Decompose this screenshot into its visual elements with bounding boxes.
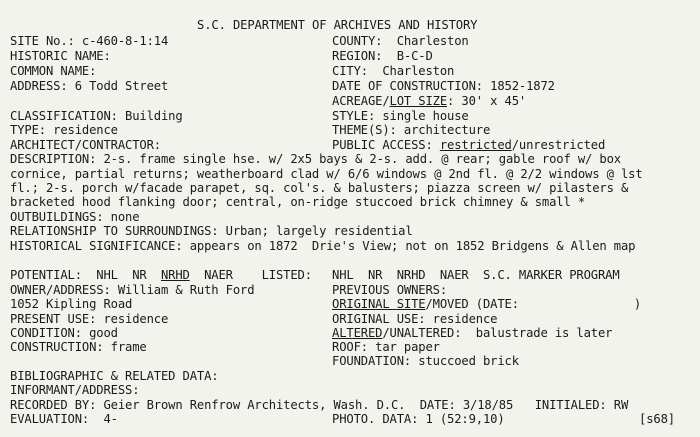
original-use: ORIGINAL USE: residence [332, 312, 498, 326]
moved-date-label: /MOVED (DATE: ) [425, 297, 642, 311]
evaluation: EVALUATION: 4- [10, 412, 118, 426]
reference-code: [s68] [639, 412, 675, 426]
acreage-label: ACREAGE/ [332, 94, 390, 108]
form-header: S.C. DEPARTMENT OF ARCHIVES AND HISTORY [197, 18, 478, 32]
unaltered-note: /UNALTERED: balustrade is later [382, 326, 613, 340]
foundation: FOUNDATION: stuccoed brick [332, 354, 519, 368]
public-access-label: PUBLIC ACCESS: [332, 138, 440, 152]
historical-significance: HISTORICAL SIGNIFICANCE: appears on 1872 Drie's View; not on 1852 Bridgens & Allen map [10, 239, 636, 253]
description-line-2: cornice, partial returns; weatherboard clad w/ 6/6 windows @ 2nd fl. @ 2/2 windows @ lst [10, 167, 643, 181]
type: TYPE: residence [10, 123, 118, 137]
bibliographic-data: BIBLIOGRAPHIC & RELATED DATA: [10, 369, 219, 383]
city: CITY: Charleston [332, 64, 455, 78]
date-of-construction: DATE OF CONSTRUCTION: 1852-1872 [332, 79, 555, 93]
listed-options: NHL NR NRHD NAER S.C. MARKER PROGRAM [332, 268, 620, 282]
original-site-moved [332, 297, 641, 312]
architect-contractor: ARCHITECT/CONTRACTOR: [10, 138, 161, 152]
description-line-3: fl.; 2-s. porch w/facade parapet, sq. col's. & balusters; piazza screen w/ pilasters & [10, 181, 629, 195]
relationship-to-surroundings: RELATIONSHIP TO SURROUNDINGS: Urban; largely residential [10, 224, 413, 238]
style: STYLE: single house [332, 109, 469, 123]
region: REGION: B-C-D [332, 49, 433, 63]
informant-address: INFORMANT/ADDRESS: [10, 383, 140, 397]
construction: CONSTRUCTION: frame [10, 340, 147, 354]
public-access [332, 138, 605, 153]
owner-street: 1052 Kipling Road [10, 297, 133, 311]
owner-address: OWNER/ADDRESS: William & Ruth Ford [10, 283, 255, 297]
roof: ROOF: tar paper [332, 340, 440, 354]
listed-label: NAER LISTED: [189, 268, 312, 282]
county: COUNTY: Charleston [332, 34, 469, 48]
original-site-label: ORIGINAL SITE [332, 297, 426, 311]
themes: THEME(S): architecture [332, 123, 491, 137]
public-access-restricted: restricted [439, 138, 512, 152]
acreage-lot-size [332, 94, 526, 109]
outbuildings: OUTBUILDINGS: none [10, 210, 140, 224]
recorded-by: RECORDED BY: Geier Brown Renfrow Architects, Wash. D.C. DATE: 3/18/85 INITIALED: RW [10, 398, 629, 412]
potential-label: POTENTIAL: NHL NR [10, 268, 161, 282]
common-name: COMMON NAME: [10, 64, 97, 78]
previous-owners: PREVIOUS OWNERS: [332, 283, 447, 297]
potential [10, 268, 312, 283]
description-line-1: DESCRIPTION: 2-s. frame single hse. w/ 2x5 bays & 2-s. add. @ rear; gable roof w/ box [10, 152, 621, 166]
lot-size-value: : 30' x 45' [447, 94, 527, 108]
altered-unaltered [332, 326, 612, 341]
photo-data: PHOTO. DATA: 1 (52:9,10) [332, 412, 505, 426]
site-number: SITE No.: c-460-8-1:14 [10, 34, 169, 48]
condition: CONDITION: good [10, 326, 118, 340]
lot-size-label: LOT SIZE [389, 94, 447, 108]
public-access-unrestricted: /unrestricted [511, 138, 606, 152]
altered-label: ALTERED [332, 326, 383, 340]
potential-nrhd: NRHD [160, 268, 190, 282]
historic-name: HISTORIC NAME: [10, 49, 111, 63]
present-use: PRESENT USE: residence [10, 312, 169, 326]
classification: CLASSIFICATION: Building [10, 109, 183, 123]
description-line-4: bracketed hood flanking door; central, on-ridge stuccoed brick chimney & small * [10, 195, 585, 209]
address: ADDRESS: 6 Todd Street [10, 79, 169, 93]
